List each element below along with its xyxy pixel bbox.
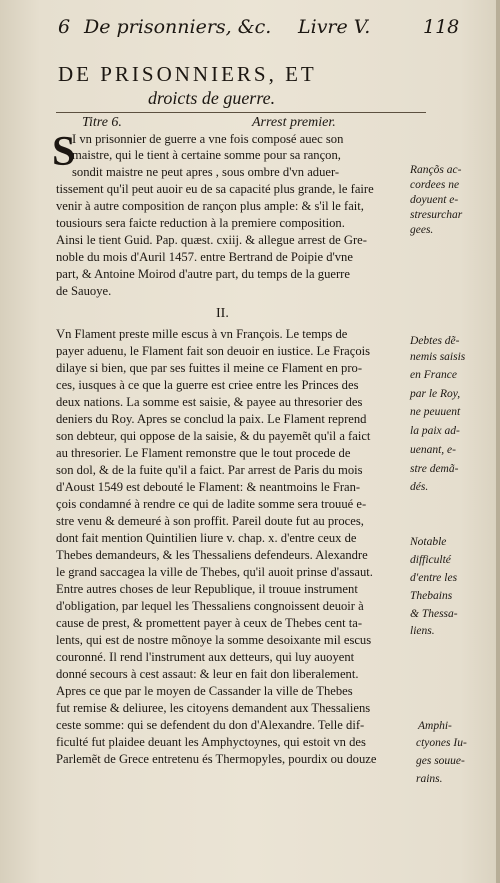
note-line: stresurchar [410,209,463,221]
text-line: dont fait mention Quintilien liure v. chap. x. d'entre ceux de [56,531,357,545]
chapter-subtitle: droicts de guerre. [148,88,276,108]
text-line: donné secours à cest assaut: & leur en fait don liberalement. [56,667,359,681]
note-line: nemis saisis [410,351,466,363]
text-line: Vn Flament preste mille escus à vn François. Le temps de [56,327,348,341]
drop-cap: S [52,129,76,175]
text-line: I vn prisonnier de guerre a vne fois composé auec son [72,132,344,146]
note-line: Thebains [410,590,453,602]
note-line: par le Roy, [410,388,461,400]
book-label: Livre V. [298,16,371,38]
text-line: tousiours sera faicte reduction à la premiere composition. [56,216,345,230]
text-line: son debteur, qui oppose de la saisie, & du payemẽt qu'il a faict [56,429,371,443]
note-line: uenant, e- [410,444,456,456]
note-line: Amphi- [418,720,452,732]
text-line: sondit maistre ne peut apres , sous ombre d'vn aduer- [72,165,340,179]
text-line: ces, iusques à ce que la guerre est criee entre les Princes des [56,378,359,392]
text-line: noble du mois d'Auril 1457. entre Bertrand de Poipie d'vne [56,250,353,264]
note-line: ges souue- [416,755,465,767]
text-line: payer aduenu, le Flament fait son deuoir en iustice. Le Fraçois [56,344,371,358]
text-line: Parlemẽt de Grece entretenu és Thermopyles, pourdix ou douze [56,752,377,766]
text-line: Thebes demandeurs, & les Thessaliens defendeurs. Alexandre [56,548,368,562]
text-line: dilaye si bien, que par ses fuittes il meine ce Flament en pro- [56,361,363,375]
note-line: cordees ne [410,179,460,191]
text-line: deniers du Roy. Apres se conclud la paix. Le Flament reprend [56,412,367,426]
text-line: couronné. Il rend l'instrument aux detteurs, qui luy auoyent [56,650,355,664]
titre-label: Titre 6. [82,115,122,130]
note-line: stre demã- [410,463,459,475]
note-line: gees. [410,224,434,236]
note-line: Rançõs ac- [410,164,462,176]
note-line: la paix ad- [410,425,460,437]
text-line: d'obligation, par lequel les Thessaliens congnoissent deuoir à [56,599,364,613]
text-line: part, & Antoine Moirod d'autre part, du temps de la guerre [56,267,350,281]
page-number: 6 [58,16,71,38]
text-line: ficulté fut plaidee deuant les Amphyctoynes, qui estoit vn des [56,735,366,749]
running-header [48,16,460,46]
text-line: Apres ce que par le moyen de Cassander la ville de Thebes [56,684,353,698]
note-line: ctyones Iu- [416,737,467,749]
text-line: tissement qu'il peut auoir eu de sa capacité plus grande, le faire [56,182,374,196]
arrest-label: Arrest premier. [252,115,336,130]
text-line: deux nations. La somme est saisie, & payee au thresorier des [56,395,363,409]
note-line: & Thessa- [410,608,458,620]
text-line: ceste somme: qui se defendent du don d'Alexandre. Telle dif- [56,718,365,732]
text-line: au thresorier. Le Flament remonstre que le tout procede de [56,446,351,460]
note-line: rains. [416,773,443,785]
note-line: Notable [410,536,447,548]
text-line: son dol, & de la fuite qu'il a faict. Par arrest de Paris du mois [56,463,363,477]
text-line: fut remise & deliuree, les citoyens demandent aux Thessaliens [56,701,371,715]
running-title: De prisonniers, &c. [84,16,272,38]
note-line: ne peuuent [410,406,461,418]
text-line: lents, qui est de nostre mõnoye la somme desoixante mil escus [56,633,372,647]
text-line: çois condamné à rendre ce qui de ladite somme sera trouué e- [56,497,367,511]
note-line: en France [410,369,457,381]
note-line: Debtes dẽ- [410,335,460,347]
text-line: le grand saccagea la ville de Thebes, qu'il auoit prinse d'assaut. [56,565,373,579]
text-line: Ainsi le tient Guid. Pap. quæst. cxiij. & allegue arrest de Gre- [56,233,367,247]
text-line: venir à autre composition de rançon plus ample: & s'il le fait, [56,199,364,213]
note-line: d'entre les [410,572,458,584]
text-line: stre venu & demeuré à son proffit. Pareil doute fut au proces, [56,514,364,528]
note-line: dés. [410,481,429,493]
chapter-title: DE PRISONNIERS, ET [58,62,317,86]
page-edge [496,0,500,883]
text-line: maistre, qui le tient à certaine somme pour sa rançon, [72,148,341,162]
text-line: cause de prest, & promettent payer à ceux de Thebes cent ta- [56,616,363,630]
text-line: de Sauoye. [56,284,112,298]
note-line: liens. [410,625,435,637]
note-line: difficulté [410,554,451,566]
note-line: doyuent e- [410,194,459,206]
text-line: d'Aoust 1549 est debouté le Flament: & neantmoins le Fran- [56,480,361,494]
title-rule [56,112,426,113]
section-number: II. [216,306,229,321]
folio-number: 118 [423,16,460,38]
text-line: Entre autres choses de leur Republique, il trouue instrument [56,582,358,596]
